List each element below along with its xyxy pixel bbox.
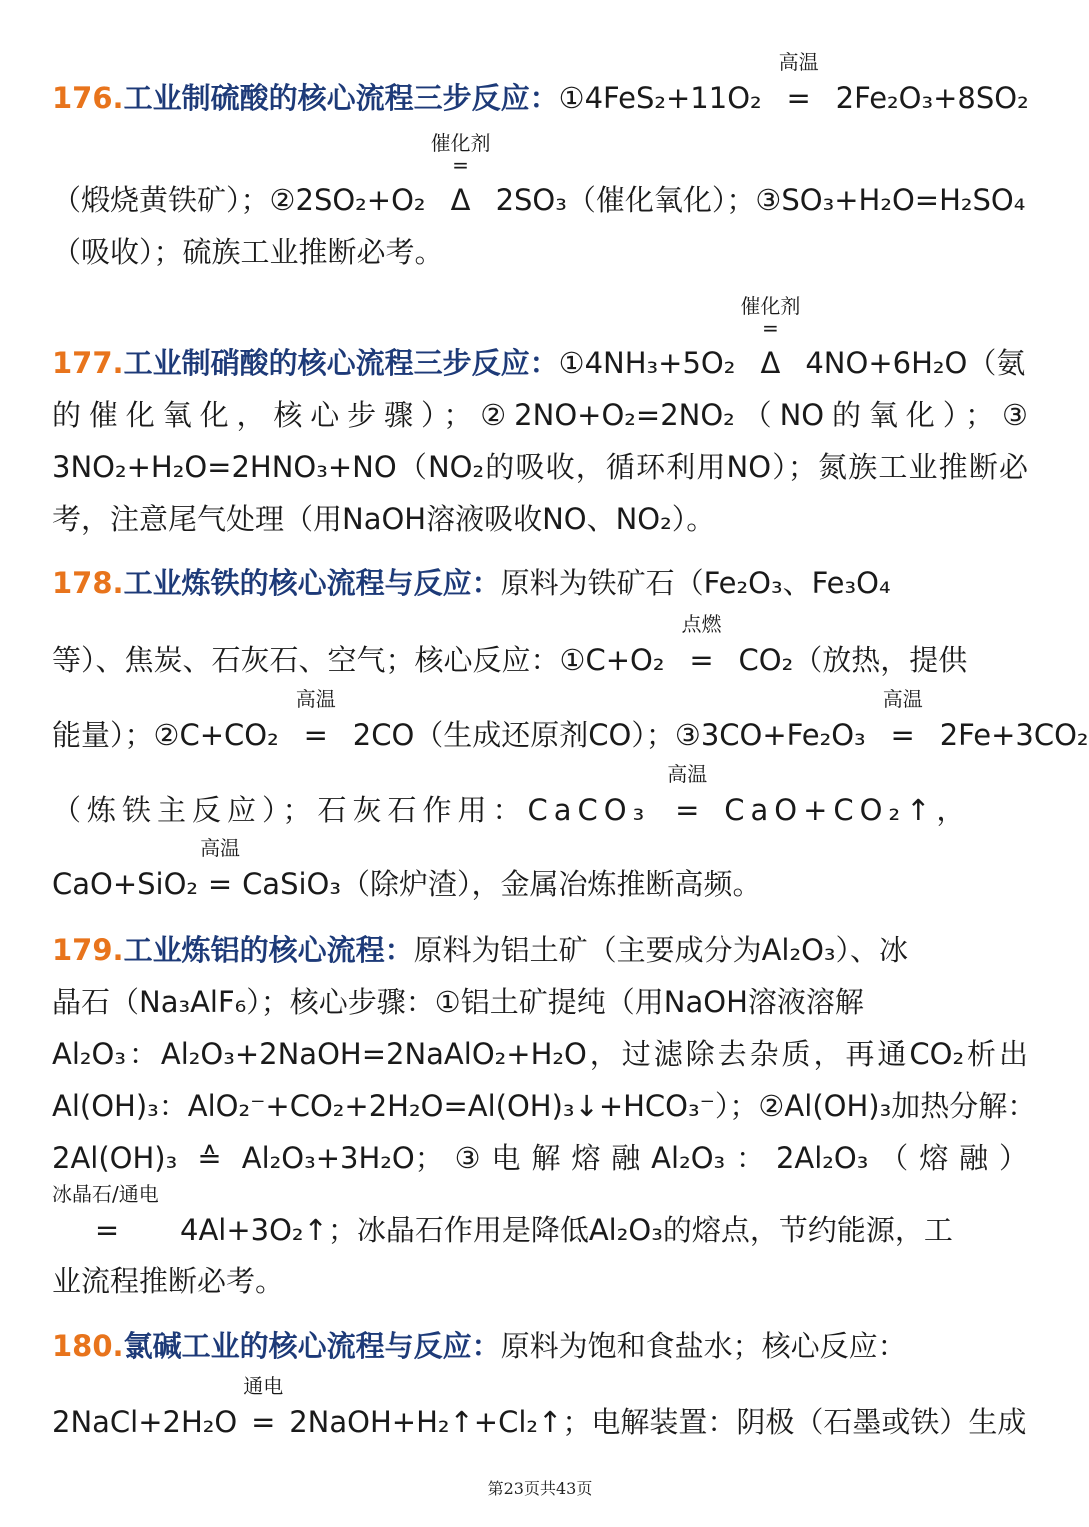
item-176-line-2: [52, 131, 1028, 220]
text: 2SO₃（催化氧化）；③SO₃+H₂O=H₂SO₄: [495, 183, 1026, 217]
item-number: 179.: [52, 933, 124, 967]
text: （煅烧黄铁矿）；②2SO₂+O₂: [52, 183, 426, 217]
item-title: 工业炼铝的核心流程：: [123, 933, 414, 967]
reaction-condition: 高温 =: [295, 687, 336, 752]
item-179-line-6: [52, 1182, 1028, 1250]
item-180-line-2: [52, 1374, 1028, 1442]
item-178-line-3: [52, 687, 1089, 755]
item-178-line-1: [52, 563, 1028, 603]
text: 原料为铝土矿（主要成分为Al₂O₃）、冰: [413, 933, 909, 967]
text: CaO+SiO₂: [52, 867, 199, 901]
item-179-line-1: [52, 930, 1028, 970]
text: 原料为铁矿石（Fe₂O₃、Fe₃O₄: [500, 566, 891, 600]
item-179-line-2: 晶石（Na₃AlF₆）；核心步骤：①铝土矿提纯（用NaOH溶液溶解: [52, 985, 864, 1019]
text: CaO+CO₂↑，: [724, 793, 972, 827]
equation: 2Fe₂O₃+8SO₂: [835, 81, 1029, 115]
item-178-line-5: [52, 836, 1028, 904]
item-number: 180.: [52, 1329, 124, 1363]
item-title: 工业制硫酸的核心流程三步反应：: [123, 81, 559, 115]
reaction-condition: 高温 =: [200, 836, 241, 901]
item-179-line-7: 业流程推断必考。: [52, 1264, 285, 1298]
text: 等）、焦炭、石灰石、空气；核心反应：①C+O₂: [52, 643, 665, 677]
item-number: 177.: [52, 346, 124, 380]
text: 4Al+3O₂↑；冰晶石作用是降低Al₂O₃的熔点，节约能源，工: [180, 1213, 953, 1247]
text: 能量）；②C+CO₂: [52, 718, 279, 752]
equation: ①4NH₃+5O₂: [558, 346, 736, 380]
text: 2NaOH+H₂↑+Cl₂↑；电解装置：阴极（石墨或铁）生成: [289, 1405, 1027, 1439]
item-179-line-3: Al₂O₃：Al₂O₃+2NaOH=2NaAlO₂+H₂O，过滤除去杂质，再通CO₂析出: [52, 1037, 1028, 1071]
reaction-condition: 高温 =: [667, 762, 708, 827]
equation: ①4FeS₂+11O₂: [558, 81, 762, 115]
item-number: 176.: [52, 81, 124, 115]
reaction-condition: 高温 =: [778, 50, 819, 115]
item-title: 氯碱工业的核心流程与反应：: [123, 1329, 501, 1363]
item-title: 工业制硝酸的核心流程三步反应：: [123, 346, 559, 380]
item-178-line-2: [52, 612, 1028, 680]
text: 2CO（生成还原剂CO）；③3CO+Fe₂O₃: [352, 718, 866, 752]
item-176-line-1: [52, 50, 1029, 118]
item-179-line-5: 2Al(OH)₃ ≙ Al₂O₃+3H₂O；③电解熔融Al₂O₃：2Al₂O₃（熔融）: [52, 1141, 1028, 1175]
reaction-condition: 催化剂 = Δ: [430, 131, 491, 217]
page-footer: 第23页共43页: [487, 1479, 593, 1498]
item-176-line-3: （吸收）；硫族工业推断必考。: [52, 235, 444, 269]
item-177-line-2: 的催化氧化，核心步骤）；②2NO+O₂=2NO₂（NO的氧化）；③: [52, 398, 1028, 432]
text: CaSiO₃（除炉渣），金属冶炼推断高频。: [242, 867, 762, 901]
item-180-line-1: [52, 1326, 1028, 1366]
item-177-line-1: [52, 294, 1028, 383]
item-title: 工业炼铁的核心流程与反应：: [123, 566, 501, 600]
reaction-condition: 通电 =: [243, 1374, 284, 1439]
reaction-condition: 高温 =: [882, 687, 923, 752]
item-177-line-3: 3NO₂+H₂O=2HNO₃+NO（NO₂的吸收，循环利用NO）；氮族工业推断必: [52, 450, 1028, 484]
text: 4NO+6H₂O（氨: [805, 346, 1026, 380]
reaction-condition: 冰晶石/通电 =: [52, 1182, 159, 1247]
text: 原料为饱和食盐水；核心反应：: [500, 1329, 907, 1363]
text: （炼铁主反应）；石灰石作用：CaCO₃: [52, 793, 651, 827]
equation: 2NaCl+2H₂O: [52, 1405, 238, 1439]
item-178-line-4: [52, 762, 1028, 830]
text: 2Fe+3CO₂: [939, 718, 1089, 752]
item-177-line-4: 考，注意尾气处理（用NaOH溶液吸收NO、NO₂）。: [52, 502, 716, 536]
item-number: 178.: [52, 566, 124, 600]
item-179-line-4: Al(OH)₃：AlO₂⁻+CO₂+2H₂O=Al(OH)₃↓+HCO₃⁻）；②Al(OH)₃加热分解：: [52, 1089, 1037, 1123]
text: CO₂（放热，提供: [738, 643, 968, 677]
reaction-condition: 催化剂 = Δ: [740, 294, 801, 380]
reaction-condition: 点燃 =: [681, 612, 722, 677]
